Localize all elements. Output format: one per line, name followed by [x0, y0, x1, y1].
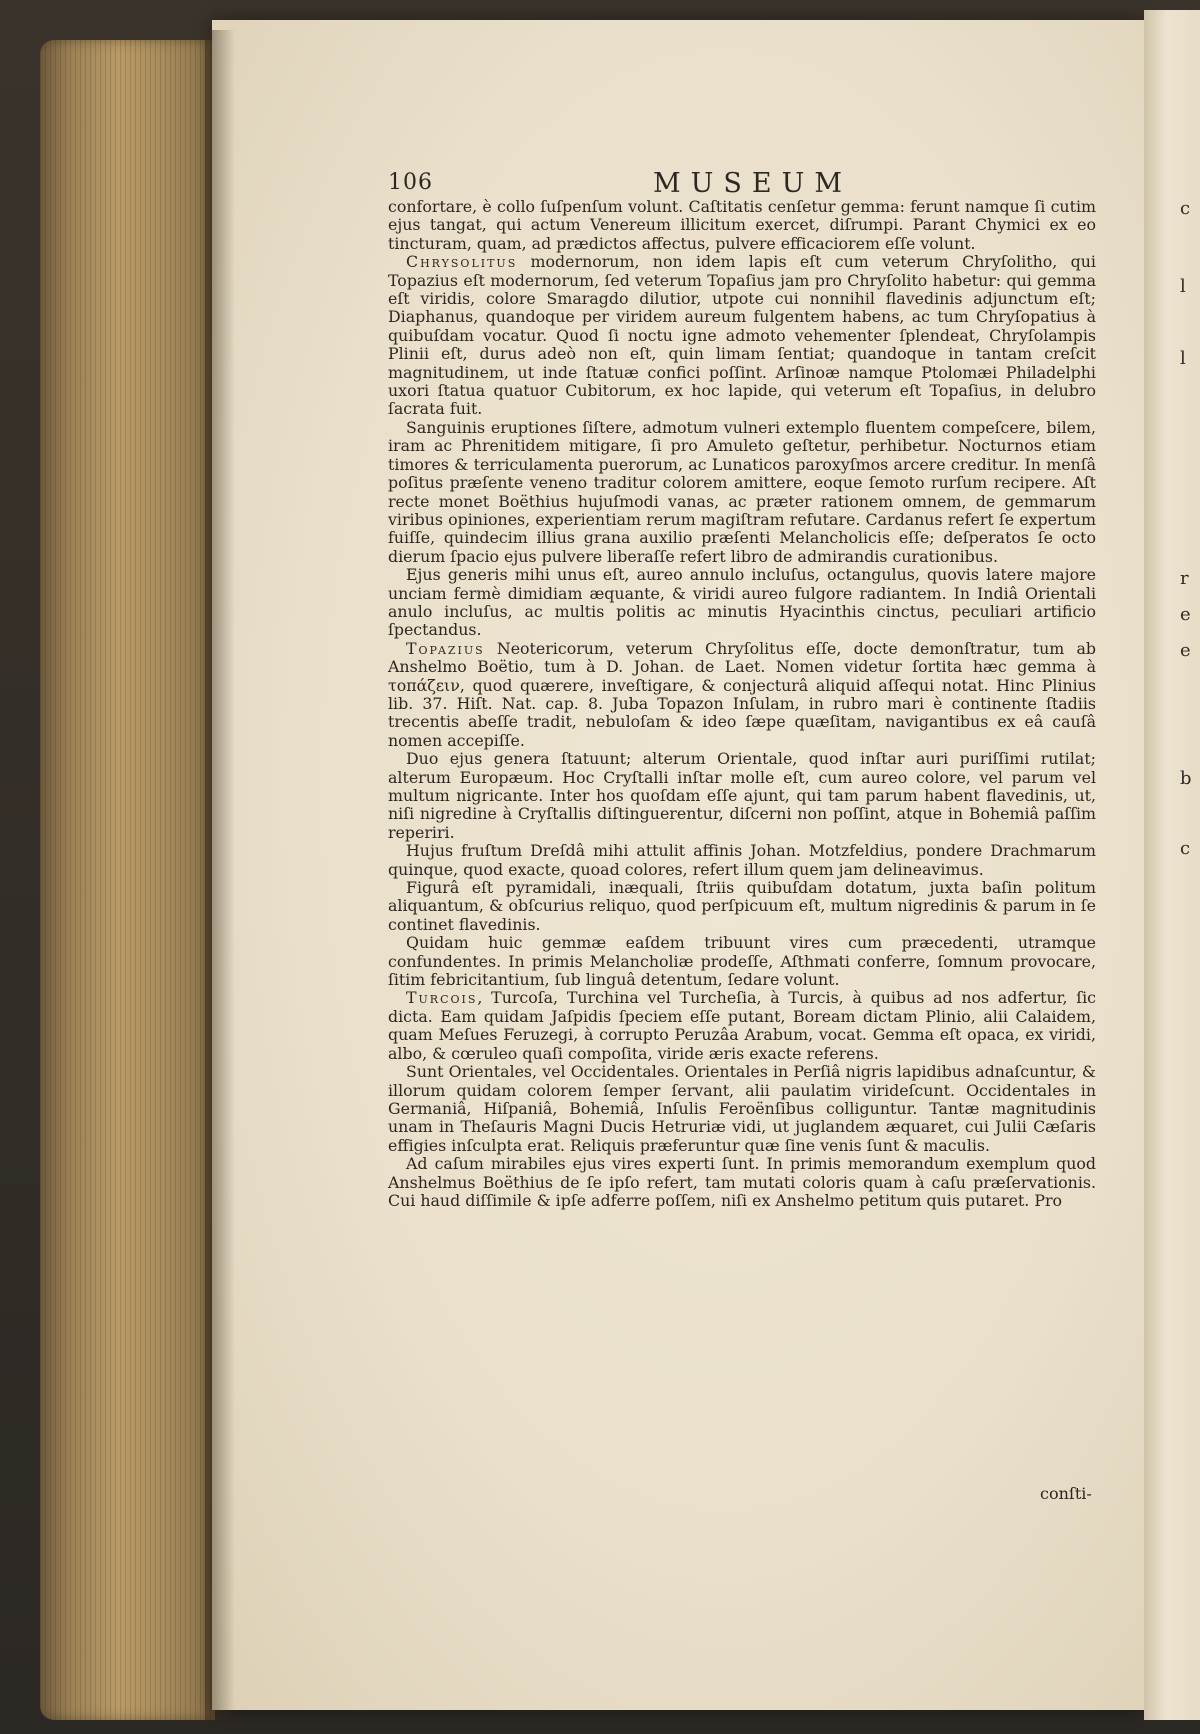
paragraph — [388, 198, 1096, 253]
paragraph-text: modernorum, non idem lapis eſt cum veterum Chryſolitho, qui Topazius eſt modernorum, ſed veterum Topaſius jam pro Chryſolito habetur: qui gemma eſt viridis, colore Smaragdo dilutior, utpote cui nonnihil flavedinis adjunctum eſt; Diaphanus, quandoque per viridem aureum fulgentem habens, ac tum Chryſopatius à quibuſdam vocatur. Quod ſi noctu igne admoto vehementer ſplendeat, Chryſolampis Plinii eſt, durus adeò non eſt, quin limam ſentiat; quandoque in tantam creſcit magnitudinem, ut inde ſtatuæ confici poſſint. Arſinoæ namque Ptolomæi Philadelphi uxori ſtatua quatuor Cubitorum, ex hoc lapide, qui veterum eſt Topaſius, in delubro ſacrata fuit. — [388, 252, 1096, 419]
paragraph — [388, 842, 1096, 879]
entry-heading: Chrysolitus — [406, 252, 518, 272]
book-page-edges — [40, 40, 215, 1720]
facing-page-fragment: l — [1180, 276, 1186, 297]
paragraph — [388, 419, 1096, 566]
paragraph-text: Duo ejus genera ſtatuunt; alterum Orientale, quod inſtar auri puriſſimi rutilat; alterum Europæum. Hoc Cryſtalli inſtar molle eſt, cum aureo colore, vel parum vel multum nigricante. Inter hos quoſdam eſſe ajunt, qui tam parum habent flavedinis, ut, niſi nigredine à Cryſtallis diſtinguerentur, diſcerni non poſſint, atque in Bohemiâ paſſim reperiri. — [388, 749, 1096, 842]
facing-page-edge — [1144, 10, 1200, 1720]
catchword: conſti- — [1040, 1484, 1092, 1503]
paragraph — [388, 1063, 1096, 1155]
paragraph — [388, 566, 1096, 640]
paragraph-text: Ejus generis mihi unus eſt, aureo annulo incluſus, octangulus, quovis latere majore unciam fermè dimidiam æquante, & viridi aureo fulgore radiantem. In Indiâ Orientali anulo incluſus, ac multis politis ac minutis Hyacinthis cinctus, peculiari artificio ſpectandus. — [388, 565, 1096, 640]
page-gutter-shadow — [205, 30, 235, 1720]
paragraph-text: Sunt Orientales, vel Occidentales. Orientales in Perſiâ nigris lapidibus adnaſcuntur, & illorum quidam colorem ſemper ſervant, alii paulatim virideſcunt. Occidentales in Germaniâ, Hiſpaniâ, Bohemiâ, Inſulis Feroënſibus colliguntur. Tantæ magnitudinis unam in Theſauris Magni Ducis Hetruriæ vidi, ut juglandem æquaret, cui Julii Cæſaris effigies inſculpta erat. Reliquis præferuntur quæ ſine venis ſunt & maculis. — [388, 1062, 1096, 1155]
paragraph — [388, 253, 1096, 419]
facing-page-fragment: r — [1180, 568, 1189, 589]
paragraph-text: Ad caſum mirabiles ejus vires experti ſunt. In primis memorandum exemplum quod Anshelmus Boëthius de ſe ipſo refert, tam mutati coloris quam à caſu præſervationis. Cui haud diſſimile & ipſe adferre poſſem, niſi ex Anshelmo petitum quis putaret. Pro — [388, 1154, 1096, 1210]
running-head — [388, 170, 1108, 200]
facing-page-fragment: c — [1180, 198, 1191, 219]
facing-page-fragment: c — [1180, 838, 1191, 859]
paragraph-text: Sanguinis eruptiones ſiſtere, admotum vulneri extemplo fluentem compeſcere, bilem, iram ac Phrenitidem mitigare, ſi pro Amuleto geſtetur, perhibetur. Nocturnos etiam timores & terriculamenta puerorum, ac Lunaticos paroxyſmos arcere creditur. In menſâ poſitus præſente veneno traditur colorem amittere, eoque ſemoto rurſum recipere. Aſt recte monet Boëthius hujuſmodi vanas, ac præter rationem omnem, de gemmarum viribus opiniones, experientiam rerum magiſtram refutare. Cardanus refert ſe expertum fuiſſe, quindecim illius grana auxilio præſenti Melancholicis eſſe; deſperatos ſe octo dierum ſpacio ejus pulvere liberaſſe refert libro de admirandis curationibus. — [388, 417, 1096, 566]
page-number: 106 — [388, 170, 433, 195]
paragraph-text: , Turcoſa, Turchina vel Turcheſia, à Turcis, à quibus ad nos adfertur, ſic dicta. Eam quidam Jaſpidis ſpeciem eſſe putant, Boream dictam Plinio, alii Calaidem, quam Meſues Feruzegi, à corrupto Peruzâa Arabum, vocat. Gemma eſt opaca, ex viridi, albo, & cœruleo quaſi compoſita, viride æris exacte referens. — [388, 988, 1096, 1063]
body-text — [388, 198, 1096, 1210]
facing-page-fragment: e — [1180, 640, 1191, 661]
entry-heading: Topazius — [406, 638, 485, 658]
paragraph-text: Hujus fruſtum Dreſdâ mihi attulit affinis Johan. Motzfeldius, pondere Drachmarum quinque, quod exacte, quoad colores, refert illum quem jam delineavimus. — [388, 841, 1096, 879]
paragraph — [388, 989, 1096, 1063]
facing-page-fragment: b — [1180, 768, 1192, 789]
paragraph — [388, 640, 1096, 750]
paragraph — [388, 750, 1096, 842]
paragraph — [388, 934, 1096, 989]
paragraph-text: Neotericorum, veterum Chryſolitus eſſe, docte demonſtratur, tum ab Anshelmo Boëtio, tum à D. Johan. de Laet. Nomen videtur ſortita hæc gemma à τοπάζειν, quod quærere, inveſtigare, & conjecturâ aliquid aſſequi notat. Hinc Plinius lib. 37. Hiſt. Nat. cap. 8. Juba Topazon Inſulam, in rubro mari è continente ſtadiis trecentis abeſſe tradit, nebuloſam & ideo ſæpe quæſitam, navigantibus ex eâ cauſâ nomen accepiſſe. — [388, 638, 1096, 750]
paragraph-text: Quidam huic gemmæ eaſdem tribuunt vires cum præcedenti, utramque confundentes. In primis Melancholiæ prodeſſe, Aſthmati conferre, ſomnum provocare, ſitim febricitantium, ſub linguâ detentum, ſedare volunt. — [388, 933, 1096, 990]
facing-page-fragment: e — [1180, 604, 1191, 625]
paragraph-text: Figurâ eſt pyramidali, inæquali, ſtriis quibuſdam dotatum, juxta baſin politum aliquantum, & obſcurius reliquo, quod perſpicuum eſt, multum nigredinis & parum in ſe continet flavedinis. — [388, 878, 1096, 934]
paragraph-text: confortare, è collo ſuſpenſum volunt. Caſtitatis cenſetur gemma: ferunt namque ſi cutim ejus tangat, qui actum Venereum illicitum exercet, diſrumpi. Parant Chymici ex eo tincturam, quam, ad prædictos affectus, pulvere efficaciorem eſſe volunt. — [388, 197, 1096, 253]
entry-heading: Turcois — [406, 988, 478, 1008]
facing-page-fragment: l — [1180, 348, 1186, 369]
paragraph — [388, 879, 1096, 934]
paragraph — [388, 1155, 1096, 1210]
page-title: MUSEUM — [653, 168, 853, 199]
